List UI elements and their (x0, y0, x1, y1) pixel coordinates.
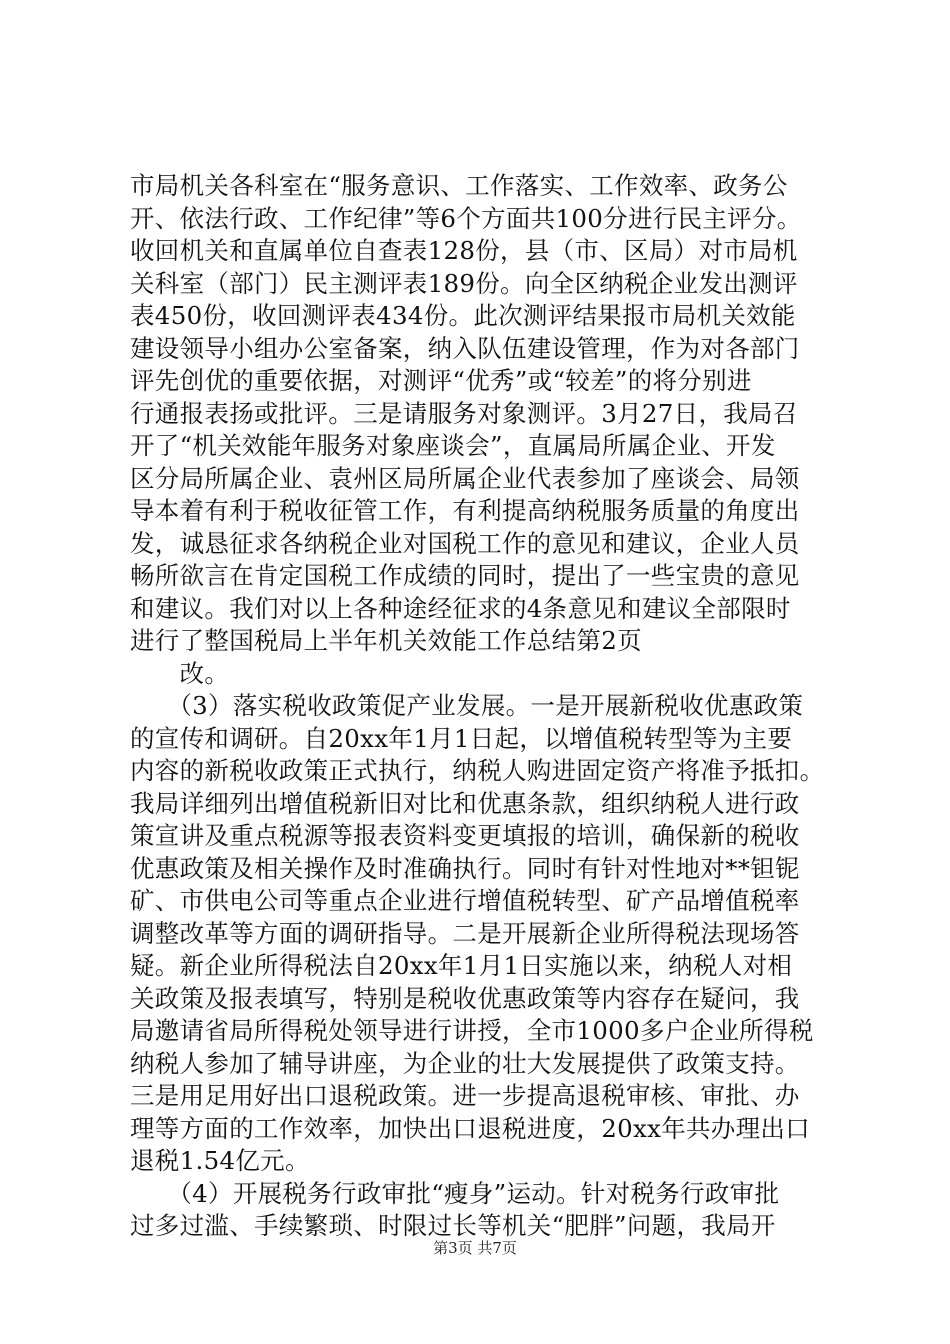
text-line: 内容的新税收政策正式执行，纳税人购进固定资产将准予抵扣。 (130, 756, 825, 785)
text-line: 策宣讲及重点税源等报表资料变更填报的培训，确保新的税收 (130, 821, 800, 850)
text-line: 纳税人参加了辅导讲座，为企业的壮大发展提供了政策支持。 (130, 1048, 800, 1078)
text-line: 评先创优的重要依据，对测评“优秀”或“较差”的将分别进 (130, 366, 752, 395)
text-line: 开了“机关效能年服务对象座谈会”，直属局所属企业、开发 (130, 431, 776, 460)
text-line: 发，诚恳征求各纳税企业对国税工作的意见和建议，企业人员 (130, 528, 800, 558)
text-line: 的宣传和调研。自20xx年1月1日起，以增值税转型等为主要 (130, 723, 793, 753)
page-number-label: 第3页 共7页 (433, 1239, 517, 1257)
text-line: 区分局所属企业、袁州区局所属企业代表参加了座谈会、局领 (130, 463, 800, 493)
text-line: 关科室（部门）民主测评表189份。向全区纳税企业发出测评 (130, 268, 798, 298)
text-line: 表450份，收回测评表434份。此次测评结果报市局机关效能 (130, 301, 796, 330)
page-footer (0, 1238, 950, 1258)
text-line: 进行了整国税局上半年机关效能工作总结第2页 (130, 626, 642, 655)
body-text (130, 170, 830, 1243)
text-line: 畅所欲言在肯定国税工作成绩的同时，提出了一些宝贵的意见 (130, 561, 800, 590)
text-line: 关政策及报表填写，特别是税收优惠政策等内容存在疑问，我 (130, 983, 800, 1013)
text-line: 局邀请省局所得税处领导进行讲授，全市1000多户企业所得税 (130, 1016, 814, 1045)
text-line: 矿、市供电公司等重点企业进行增值税转型、矿产品增值税率 (130, 886, 800, 915)
text-line: 导本着有利于税收征管工作，有利提高纳税服务质量的角度出 (130, 496, 800, 525)
text-line: 三是用足用好出口退税政策。进一步提高退税审核、审批、办 (130, 1081, 800, 1110)
text-line: 和建议。我们对以上各种途经征求的4条意见和建议全部限时 (130, 593, 791, 623)
text-line: 建设领导小组办公室备案，纳入队伍建设管理，作为对各部门 (130, 333, 800, 363)
text-line: 收回机关和直属单位自查表128份，县（市、区局）对市局机 (130, 236, 798, 265)
text-line: 优惠政策及相关操作及时准确执行。同时有针对性地对**钽铌 (130, 853, 800, 883)
text-line: 理等方面的工作效率，加快出口退税进度，20xx年共办理出口 (130, 1113, 811, 1143)
text-line: 我局详细列出增值税新旧对比和优惠条款，组织纳税人进行政 (130, 788, 800, 818)
text-line: 退税1.54亿元。 (130, 1146, 310, 1175)
text-line: 过多过滥、手续繁琐、时限过长等机关“肥胖”问题，我局开 (130, 1211, 776, 1240)
text-line: 改。 (130, 658, 230, 688)
text-line: （4）开展税务行政审批“瘦身”运动。针对税务行政审批 (130, 1178, 780, 1208)
text-line: 疑。新企业所得税法自20xx年1月1日实施以来，纳税人对相 (130, 951, 793, 980)
text-line: （3）落实税收政策促产业发展。一是开展新税收优惠政策 (130, 691, 804, 720)
text-line: 开、依法行政、工作纪律”等6个方面共100分进行民主评分。 (130, 203, 802, 233)
text-line: 调整改革等方面的调研指导。二是开展新企业所得税法现场答 (130, 918, 800, 948)
text-line: 行通报表扬或批评。三是请服务对象测评。3月27日，我局召 (130, 398, 798, 428)
text-line: 市局机关各科室在“服务意识、工作落实、工作效率、政务公 (130, 171, 788, 200)
